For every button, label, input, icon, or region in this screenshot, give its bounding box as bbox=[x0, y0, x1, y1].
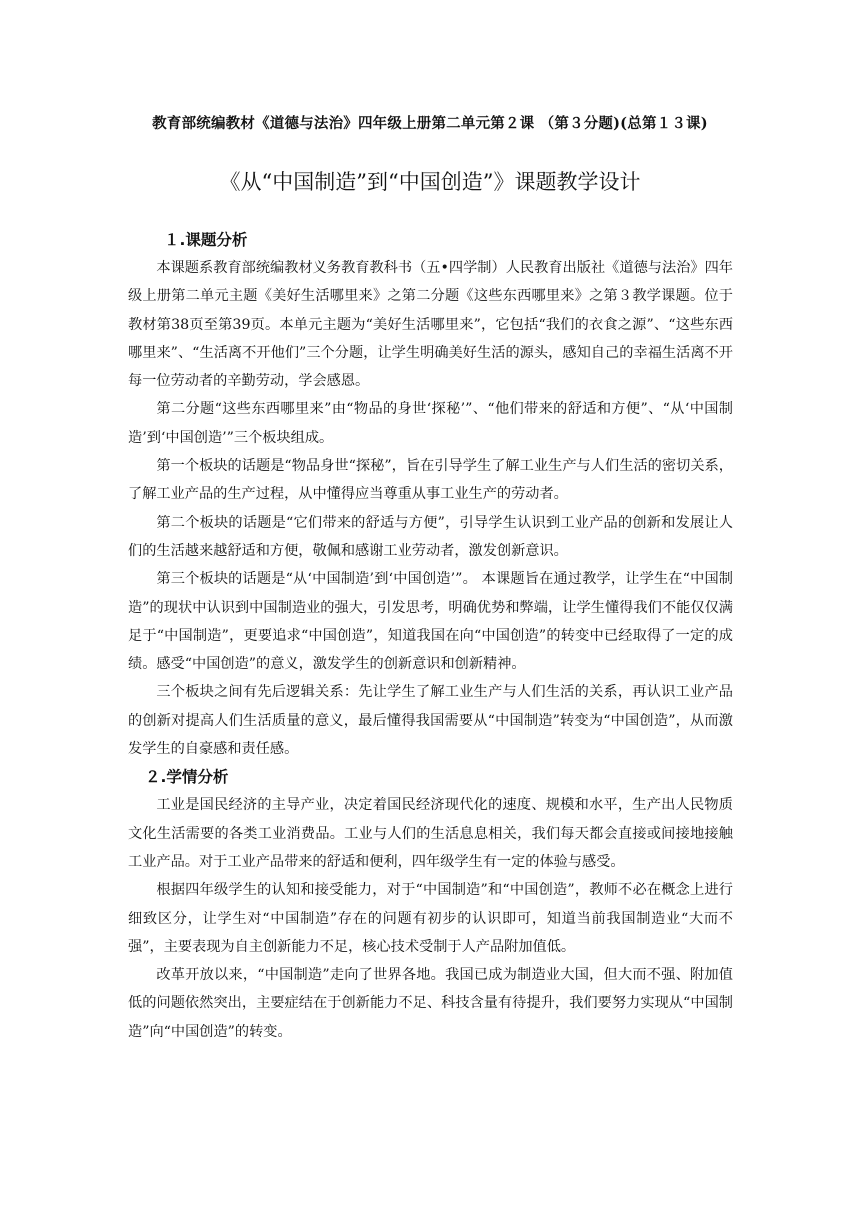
paragraph: 根据四年级学生的认知和接受能力，对于“中国制造”和“中国创造”，教师不必在概念上进行细致区分，让学生对“中国制造”存在的问题有初步的认识即可，知道当前我国制造业“大而不强”，主要表现为自主创新能力不足，核心技术受制于人产品附加值低。 bbox=[128, 882, 733, 955]
section-topic-analysis bbox=[128, 226, 733, 763]
paragraph: 第三个板块的话题是“从‘中国制造’到‘中国创造’”。 本课题旨在通过教学，让学生在“中国制造”的现状中认识到中国制造业的强大，引发思考，明确优势和弊端，让学生懂得我们不能仅仅满足于“中国制造”，更要追求“中国创造”，知道我国在向“中国创造”的转变中已经取得了一定的成绩。感受“中国创造”的意义，激发学生的创新意识和创新精神。 bbox=[128, 571, 733, 673]
document-subheader: 教育部统编教材《道德与法治》四年级上册第二单元第２课 （第３分题)(总第１３课) bbox=[152, 115, 708, 132]
paragraph: 第二个板块的话题是“它们带来的舒适与方便”，引导学生认识到工业产品的创新和发展让人们的生活越来越舒适和方便，敬佩和感谢工业劳动者，激发创新意识。 bbox=[128, 514, 733, 559]
paragraph: 本课题系教育部统编教材义务教育教科书（五•四学制）人民教育出版社《道德与法治》四年级上册第二单元主题《美好生活哪里来》之第二分题《这些东西哪里来》之第３教学课题。位于教材第38页至第39页。本单元主题为“美好生活哪里来”，它包括“我们的衣食之源”、“这些东西哪里来”、“生活离不开他们”三个分题，让学生明确美好生活的源头，感知自己的幸福生活离不开每一位劳动者的辛勤劳动，学会感恩。 bbox=[128, 260, 733, 390]
section-heading: １.课题分析 bbox=[164, 231, 248, 249]
paragraph: 工业是国民经济的主导产业，决定着国民经济现代化的速度、规模和水平，生产出人民物质文化生活需要的各类工业消费品。工业与人们的生活息息相关，我们每天都会直接或间接地接触工业产品。对于工业产品带来的舒适和便利，四年级学生有一定的体验与感受。 bbox=[128, 797, 733, 870]
section-student-analysis bbox=[128, 763, 733, 1046]
paragraph: 第二分题“这些东西哪里来”由“物品的身世‘探秘’”、“他们带来的舒适和方便”、“从‘中国制造’到‘中国创造’”三个板块组成。 bbox=[128, 401, 733, 446]
document-body bbox=[128, 226, 733, 1046]
paragraph: 改革开放以来，“中国制造”走向了世界各地。我国已成为制造业大国，但大而不强、附加值低的问题依然突出，主要症结在于创新能力不足、科技含量有待提升，我们要努力实现从“中国制造”向“中国创造”的转变。 bbox=[128, 967, 733, 1040]
paragraph: 第一个板块的话题是“物品身世“探秘”，旨在引导学生了解工业生产与人们生活的密切关系，了解工业产品的生产过程，从中懂得应当尊重从事工业生产的劳动者。 bbox=[128, 458, 733, 503]
document-title: 《从“中国制造”到“中国创造”》课题教学设计 bbox=[219, 170, 641, 194]
section-heading: ２.学情分析 bbox=[145, 768, 229, 787]
paragraph: 三个板块之间有先后逻辑关系：先让学生了解工业生产与人们生活的关系，再认识工业产品的创新对提高人们生活质量的意义，最后懂得我国需要从“中国制造”转变为“中国创造”，从而激发学生的自豪感和责任感。 bbox=[128, 684, 733, 758]
